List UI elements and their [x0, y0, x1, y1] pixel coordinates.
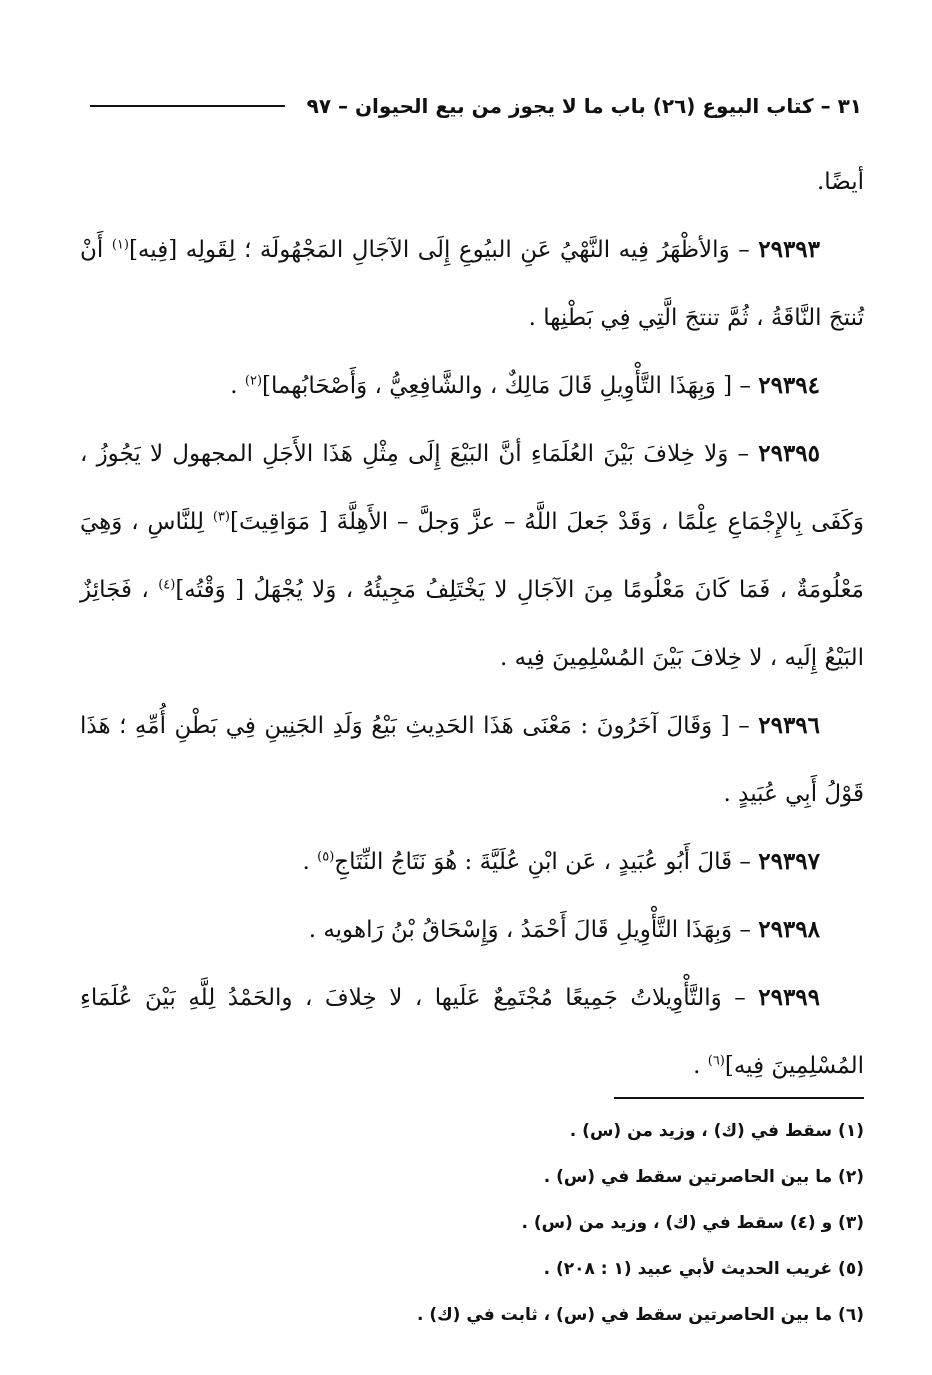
paragraph-text: – وَبِهَذَا التَّأْوِيلِ قَالَ أَحْمَدُ ، وَإِسْحَاقُ بْنُ رَاهويه .: [308, 917, 751, 943]
paragraph-29393: [80, 216, 864, 352]
footnote-2: (٢) ما بين الحاصرتين سقط في (س) .: [543, 1167, 864, 1187]
paragraph-number: ٢٩٣٩٧: [758, 848, 820, 875]
running-title: ٣١ – كتاب البيوع (٢٦) باب ما لا يجوز من بيع الحيوان – ٩٧: [306, 94, 862, 118]
paragraph-29396: [80, 692, 864, 828]
paragraph-number: ٢٩٣٩٦: [758, 712, 821, 739]
header-rule: [90, 105, 285, 107]
footnote-ref: (٤): [158, 577, 176, 593]
footnote-ref: (٥): [317, 849, 335, 865]
paragraph-text: – وَالتَّأْوِيلاتُ جَمِيعًا مُجْتَمِعٌ عَلَيها ، لا خِلافَ ، والحَمْدُ لِلَّهِ بَيْنَ عُلَمَاءِ المُسْلِمِينَ فِيه]: [80, 985, 864, 1079]
paragraph-text-cont: لِلنَّاسِ ، وَهِيَ مَعْلُومَةٌ ، فَمَا كَانَ مَعْلُومًا مِنَ الآجَالِ لا يَخْتَلِفُ مَجِيئُهُ ، وَلا يُجْهَلُ [ وَقْتُه]: [80, 509, 864, 603]
paragraph-number: ٢٩٣٩٩: [758, 984, 821, 1011]
footnote-separator: [614, 1097, 864, 1099]
footnotes: [80, 1108, 864, 1338]
paragraph-text: – قَالَ أَبُو عُبَيدٍ ، عَن ابْنِ عُلَيَّةَ : هُوَ نَتَاجُ النِّتَاجِ: [334, 849, 751, 875]
footnote-ref: (٣): [212, 509, 230, 525]
paragraph-number: ٢٩٣٩٣: [758, 236, 821, 263]
paragraph-number: ٢٩٣٩٤: [758, 372, 820, 399]
paragraph-29395: [80, 420, 864, 692]
footnote-ref: (٦): [707, 1053, 725, 1069]
paragraph-text: – وَالأظْهَرُ فِيه النَّهْيُ عَنِ البيُوعِ إِلَى الآجَالِ المَجْهُولَة ؛ لِقَولِه [فِيه]: [128, 237, 750, 263]
paragraph-text-cont: .: [302, 849, 318, 875]
paragraph-text: – وَلا خِلافَ بَيْنَ العُلَمَاءِ أنَّ البَيْعَ إِلَى مِثْلِ هَذَا الأَجَلِ المجهول لا يَجُوزُ ، وَكَفَى بِالإِجْمَاعِ عِلْمًا ، وَقَدْ جَعلَ اللَّهُ – عزَّ وَجلَّ – الأَهِلَّةَ [ مَوَاقِيتَ]: [80, 441, 864, 535]
paragraph-text: – [ وَبِهَذَا التَّأْوِيلِ قَالَ مَالِكٌ ، والشَّافِعِيُّ ، وَأَصْحَابُهما]: [262, 373, 751, 399]
paragraph-number: ٢٩٣٩٨: [758, 916, 820, 943]
paragraph-continuation: [80, 148, 864, 216]
footnote-1: (١) سقط في (ك) ، وزيد من (س) .: [569, 1121, 864, 1141]
footnote-ref: (١): [111, 237, 129, 253]
paragraph-text-cont: .: [693, 1053, 708, 1079]
paragraph-29394: [80, 352, 864, 420]
paragraph-29397: [80, 828, 864, 896]
main-text: [80, 148, 864, 1100]
footnote-5: (٥) غريب الحديث لأبي عبيد (١ : ٢٠٨) .: [543, 1259, 864, 1279]
footnote-6: (٦) ما بين الحاصرتين سقط في (س) ، ثابت في (ك) .: [416, 1305, 864, 1325]
paragraph-text-cont: ، فَجَائِزٌ البَيْعُ إِلَيه ، لا خِلافَ بَيْنَ المُسْلِمِينَ فِيه .: [80, 577, 864, 671]
paragraph-text: أيضًا.: [816, 169, 864, 195]
page-header: [90, 88, 862, 124]
paragraph-number: ٢٩٣٩٥: [758, 440, 820, 467]
paragraph-text-cont: .: [230, 373, 245, 399]
paragraph-29398: [80, 896, 864, 964]
paragraph-29399: [80, 964, 864, 1100]
paragraph-text-cont: أَنْ تُنتجَ النَّاقَةُ ، ثُمَّ تنتجَ الَّتِي فِي بَطْنِها .: [80, 237, 864, 331]
footnote-3-4: (٣) و (٤) سقط في (ك) ، وزيد من (س) .: [521, 1213, 864, 1233]
paragraph-text: – [ وَقَالَ آخَرُونَ : مَعْنَى هَذَا الحَدِيثِ بَيْعُ وَلَدِ الجَنِينِ فِي بَطْنِ أُمِّهِ ؛ هَذَا قَوْلُ أَبِي عُبَيدٍ .: [80, 713, 864, 807]
footnote-ref: (٢): [244, 373, 263, 389]
